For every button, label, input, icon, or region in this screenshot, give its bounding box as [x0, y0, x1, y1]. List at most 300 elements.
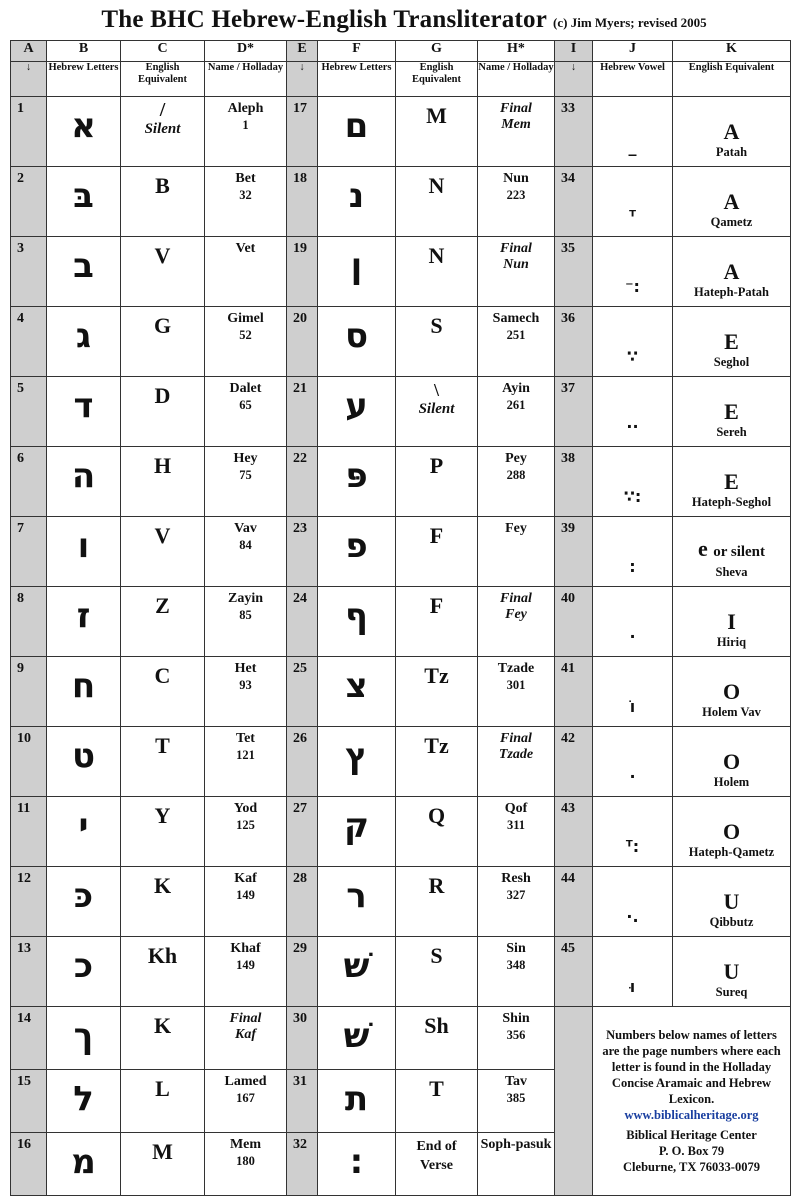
english-equivalent [121, 97, 205, 167]
english-equivalent: Q [396, 797, 478, 867]
row-number: 27 [287, 797, 318, 867]
letter-name-text: Vet [235, 241, 256, 256]
table-row [11, 97, 791, 167]
hebrew-vowel: ᵀ [593, 167, 673, 237]
letter-name-text: Het [234, 661, 257, 676]
vowel-english-equivalent [673, 377, 791, 447]
hebrew-letter: י [47, 797, 121, 867]
hebrew-letter: ב [47, 237, 121, 307]
table-row [11, 797, 791, 867]
letter-name [478, 1133, 555, 1196]
row-number: 6 [11, 447, 47, 517]
page-title: The BHC Hebrew-English Transliterator [101, 6, 548, 33]
row-number: 3 [11, 237, 47, 307]
letter-name [478, 167, 555, 237]
letter-name-text: Samech [492, 311, 540, 326]
english-equivalent [396, 377, 478, 447]
letter-name-text: Soph-pasuk [480, 1137, 552, 1152]
letter-name [205, 237, 287, 307]
credit-line: (c) Jim Myers; revised 2005 [553, 15, 707, 30]
vowel-letter: A [723, 119, 740, 144]
vowel-name: Holem Vav [702, 705, 761, 719]
row-number: 24 [287, 587, 318, 657]
holladay-page: 1 [242, 118, 249, 132]
row-number: 7 [11, 517, 47, 587]
letter-name-text: Final [500, 731, 532, 746]
vowel-letter: O [722, 749, 741, 774]
english-equivalent: Tz [396, 657, 478, 727]
holladay-page: 356 [506, 1028, 526, 1042]
vowel-name: Sheva [715, 565, 748, 579]
letter-name [478, 307, 555, 377]
holladay-page: 125 [236, 818, 255, 832]
hebrew-letter: כּ [47, 867, 121, 937]
silent-label: Silent [144, 121, 181, 137]
table-row [11, 657, 791, 727]
col-header-a: A [11, 41, 47, 62]
col-header-i: I [555, 41, 593, 62]
vowel-name: Sereh [716, 425, 747, 439]
row-number: 26 [287, 727, 318, 797]
row-number: 2 [11, 167, 47, 237]
row-number: 15 [11, 1070, 47, 1133]
hebrew-letter: ל [47, 1070, 121, 1133]
row-number: 18 [287, 167, 318, 237]
english-equivalent: H [121, 447, 205, 517]
vowel-name: Hateph-Seghol [691, 495, 772, 509]
vowel-english-equivalent [673, 307, 791, 377]
hebrew-letter: ז [47, 587, 121, 657]
hebrew-letter: שׁ [318, 937, 396, 1007]
letter-name [205, 587, 287, 657]
vowel-name: Seghol [713, 355, 750, 369]
hebrew-letter: ג [47, 307, 121, 377]
hebrew-letter: כ [47, 937, 121, 1007]
info-note: Numbers below names of letters are the page numbers where each letter is found in the Holladay Concise Aramaic and Hebrew Lexicon. [602, 1028, 781, 1106]
vowel-english-equivalent [673, 727, 791, 797]
holladay-page: Tzade [498, 747, 534, 762]
holladay-page: 121 [236, 748, 255, 762]
vowel-name: Hateph-Qametz [688, 845, 775, 859]
letter-name-text: Final [500, 101, 532, 116]
letter-name-text: Tet [236, 731, 255, 746]
row-number: 17 [287, 97, 318, 167]
hebrew-letter: א [47, 97, 121, 167]
vowel-english-equivalent [673, 867, 791, 937]
english-equivalent: T [396, 1070, 478, 1133]
col-header-k: K [673, 41, 791, 62]
letter-name [478, 587, 555, 657]
letter-name-text: Gimel [227, 311, 264, 326]
hebrew-vowel: וֹ [593, 657, 673, 727]
hebrew-letter: ק [318, 797, 396, 867]
holladay-page: 52 [239, 328, 252, 342]
hebrew-vowel: ∵ [593, 307, 673, 377]
letter-name-text: Kaf [234, 871, 257, 886]
col-header-f: F [318, 41, 396, 62]
letter-name [478, 447, 555, 517]
arrow-down-icon: ↓ [555, 62, 593, 97]
letter-name [205, 797, 287, 867]
name-holladay-header: Name / Holladay [478, 62, 555, 97]
letter-name [205, 167, 287, 237]
row-number: 19 [287, 237, 318, 307]
row-number: 16 [11, 1133, 47, 1196]
english-equivalent: K [121, 1007, 205, 1070]
row-number: 35 [555, 237, 593, 307]
letter-name [205, 517, 287, 587]
hebrew-letter: ד [47, 377, 121, 447]
english-equivalent [396, 1133, 478, 1196]
letter-name [478, 797, 555, 867]
letter-name-text: Dalet [229, 381, 262, 396]
row-number: 37 [555, 377, 593, 447]
letter-name-text: Mem [229, 1137, 262, 1152]
vowel-english-equivalent [673, 937, 791, 1007]
vowel-english-equivalent [673, 657, 791, 727]
letter-name-text: Final [500, 241, 532, 256]
letter-name-text: Pey [505, 451, 527, 466]
holladay-page: 167 [236, 1091, 255, 1105]
hebrew-vowel-header: Hebrew Vowel [593, 62, 673, 97]
vowel-letter: A [723, 189, 740, 214]
english-equivalent: F [396, 517, 478, 587]
hebrew-letters-header: Hebrew Letters [318, 62, 396, 97]
arrow-down-icon: ↓ [11, 62, 47, 97]
row-number: 5 [11, 377, 47, 447]
english-equivalent-line1: \ [433, 380, 439, 400]
row-number: 45 [555, 937, 593, 1007]
letter-name [205, 447, 287, 517]
table-row [11, 727, 791, 797]
row-number: 20 [287, 307, 318, 377]
row-number: 42 [555, 727, 593, 797]
letter-name [205, 1070, 287, 1133]
row-number: 9 [11, 657, 47, 727]
row-number: 12 [11, 867, 47, 937]
arrow-down-icon: ↓ [287, 62, 318, 97]
letter-name [205, 727, 287, 797]
holladay-page: 348 [506, 958, 526, 972]
col-header-b: B [47, 41, 121, 62]
col-header-e: E [287, 41, 318, 62]
letter-name [478, 237, 555, 307]
english-equivalent: V [121, 237, 205, 307]
vowel-english-equivalent [673, 447, 791, 517]
row-number: 11 [11, 797, 47, 867]
col-header-d: D* [205, 41, 287, 62]
english-equivalent: M [396, 97, 478, 167]
letter-name-text: Vav [234, 521, 257, 536]
row-number: 39 [555, 517, 593, 587]
vowel-name: Sureq [715, 985, 748, 999]
org-name: Biblical Heritage Center [626, 1128, 757, 1142]
vowel-name: Hateph-Patah [694, 285, 769, 299]
english-equivalent: Kh [121, 937, 205, 1007]
letter-name [478, 517, 555, 587]
hebrew-letter: ׃ [318, 1133, 396, 1196]
transliterator-table [10, 40, 791, 1196]
letter-name-text: Yod [233, 801, 258, 816]
vowel-name: Holem [713, 775, 750, 789]
hebrew-letter: ט [47, 727, 121, 797]
table-row [11, 377, 791, 447]
row-number: 34 [555, 167, 593, 237]
hebrew-letter: צ [318, 657, 396, 727]
website-link[interactable]: www.biblicalheritage.org [624, 1108, 759, 1122]
row-number: 1 [11, 97, 47, 167]
hebrew-letter: ץ [318, 727, 396, 797]
po-box: P. O. Box 79 [658, 1144, 725, 1158]
table-row [11, 937, 791, 1007]
column-title-row [11, 62, 791, 97]
hebrew-letter: ף [318, 587, 396, 657]
letter-name-text: Lamed [224, 1074, 267, 1089]
vowel-letter-text: e [697, 536, 708, 561]
letter-name-text: Tzade [497, 661, 535, 676]
english-equivalent: N [396, 167, 478, 237]
table-row [11, 517, 791, 587]
row-number: 25 [287, 657, 318, 727]
hebrew-letter: ן [318, 237, 396, 307]
table-row [11, 587, 791, 657]
hebrew-letter: ר [318, 867, 396, 937]
english-equivalent: M [121, 1133, 205, 1196]
hebrew-letter: ע [318, 377, 396, 447]
table-row [11, 867, 791, 937]
holladay-page: 261 [506, 398, 526, 412]
letter-name [205, 307, 287, 377]
hebrew-vowel: ∵: [593, 447, 673, 517]
vowel-english-equivalent [673, 167, 791, 237]
letter-name-text: Fey [505, 521, 527, 536]
holladay-page: 311 [506, 818, 526, 832]
vowel-letter: A [723, 259, 740, 284]
table-row [11, 167, 791, 237]
english-equivalent-line1: End of [416, 1139, 457, 1154]
col-header-g: G [396, 41, 478, 62]
letter-name [205, 867, 287, 937]
row-number: 41 [555, 657, 593, 727]
hebrew-letter: פ [318, 517, 396, 587]
holladay-page: 85 [239, 608, 252, 622]
english-equivalent: K [121, 867, 205, 937]
hebrew-vowel: ·. [593, 867, 673, 937]
english-equivalent: V [121, 517, 205, 587]
row-number: 28 [287, 867, 318, 937]
holladay-page: Mem [501, 117, 531, 132]
english-equivalent: D [121, 377, 205, 447]
english-equivalent: Y [121, 797, 205, 867]
row-number: 29 [287, 937, 318, 1007]
name-holladay-header: Name / Holladay [205, 62, 287, 97]
letter-name-text: Resh [501, 871, 531, 886]
letter-name-text: Bet [235, 171, 256, 186]
holladay-page: 32 [239, 188, 252, 202]
info-panel [593, 1007, 791, 1196]
english-equivalent: F [396, 587, 478, 657]
hebrew-letter: ת [318, 1070, 396, 1133]
row-number: 23 [287, 517, 318, 587]
letter-name [205, 657, 287, 727]
vowel-name: Qametz [710, 215, 753, 229]
row-number: 38 [555, 447, 593, 517]
col-header-j: J [593, 41, 673, 62]
letter-name [205, 377, 287, 447]
letter-name [205, 937, 287, 1007]
vowel-letter: E [724, 329, 739, 354]
vowel-letter: I [727, 609, 736, 634]
row-number: 14 [11, 1007, 47, 1070]
hebrew-letter: ם [318, 97, 396, 167]
row-number: 44 [555, 867, 593, 937]
letter-name [478, 377, 555, 447]
english-equivalent-header: English Equivalent [396, 62, 478, 97]
english-equivalent-line2: Verse [420, 1158, 453, 1173]
holladay-page: 327 [506, 888, 526, 902]
letter-name-text: Aleph [227, 101, 264, 116]
english-equivalent: L [121, 1070, 205, 1133]
letter-name-text: Hey [233, 451, 258, 466]
col-header-h: H* [478, 41, 555, 62]
holladay-page: 75 [239, 468, 252, 482]
table-row [11, 237, 791, 307]
letter-name [205, 1007, 287, 1070]
hebrew-letter: ו [47, 517, 121, 587]
vowel-english-equivalent [673, 587, 791, 657]
english-equivalent-header: English Equivalent [673, 62, 791, 97]
english-equivalent: Tz [396, 727, 478, 797]
hebrew-vowel: ᵀ: [593, 797, 673, 867]
hebrew-vowel: · [593, 587, 673, 657]
vowel-letter: E [724, 469, 739, 494]
letter-name [205, 1133, 287, 1196]
letter-name [478, 867, 555, 937]
empty-number-cell [555, 1007, 593, 1196]
vowel-or-silent: or silent [713, 544, 766, 560]
row-number: 43 [555, 797, 593, 867]
row-number: 31 [287, 1070, 318, 1133]
row-number: 30 [287, 1007, 318, 1070]
english-equivalent: S [396, 307, 478, 377]
vowel-english-equivalent [673, 797, 791, 867]
letter-name-text: Sin [506, 941, 526, 956]
holladay-page: Kaf [235, 1027, 256, 1042]
row-number: 32 [287, 1133, 318, 1196]
hebrew-letter: ח [47, 657, 121, 727]
letter-name-text: Nun [503, 171, 529, 186]
holladay-page: Nun [503, 257, 529, 272]
row-number: 36 [555, 307, 593, 377]
vowel-letter: U [723, 889, 740, 914]
hebrew-letter: פּ [318, 447, 396, 517]
english-equivalent: Z [121, 587, 205, 657]
english-equivalent: P [396, 447, 478, 517]
holladay-page: 288 [506, 468, 526, 482]
english-equivalent: R [396, 867, 478, 937]
hebrew-letter: בּ [47, 167, 121, 237]
english-equivalent: C [121, 657, 205, 727]
vowel-letter: E [724, 399, 739, 424]
holladay-page: 251 [506, 328, 526, 342]
hebrew-letter: שׁ [318, 1007, 396, 1070]
english-equivalent: Sh [396, 1007, 478, 1070]
english-equivalent: B [121, 167, 205, 237]
letter-name [478, 937, 555, 1007]
hebrew-letter: מ [47, 1133, 121, 1196]
row-number: 10 [11, 727, 47, 797]
vowel-english-equivalent [673, 97, 791, 167]
hebrew-vowel: : [593, 517, 673, 587]
holladay-page: Fey [505, 607, 527, 622]
hebrew-vowel: וּ [593, 937, 673, 1007]
hebrew-letter: ה [47, 447, 121, 517]
english-equivalent: T [121, 727, 205, 797]
vowel-english-equivalent [673, 517, 791, 587]
holladay-page: 149 [236, 888, 255, 902]
letter-name-text: Shin [502, 1011, 530, 1026]
holladay-page: 385 [506, 1091, 526, 1105]
holladay-page: 84 [239, 538, 252, 552]
letter-name-text: Khaf [230, 941, 261, 956]
hebrew-letter: ס [318, 307, 396, 377]
english-equivalent: N [396, 237, 478, 307]
english-equivalent: S [396, 937, 478, 1007]
vowel-name: Qibbutz [709, 915, 754, 929]
hebrew-vowel: _ [593, 97, 673, 167]
col-header-c: C [121, 41, 205, 62]
table-row [11, 307, 791, 377]
letter-name-text: Tav [504, 1074, 528, 1089]
vowel-letter: U [723, 959, 740, 984]
letter-name [478, 727, 555, 797]
letter-name-text: Qof [504, 801, 528, 816]
vowel-letter [673, 536, 790, 565]
vowel-letter: O [722, 679, 741, 704]
letter-name [478, 1007, 555, 1070]
hebrew-vowel: ·· [593, 377, 673, 447]
english-equivalent-header: English Equivalent [121, 62, 205, 97]
english-equivalent: G [121, 307, 205, 377]
hebrew-vowel: ⁻: [593, 237, 673, 307]
row-number: 21 [287, 377, 318, 447]
row-number: 33 [555, 97, 593, 167]
table-row [11, 447, 791, 517]
hebrew-letters-header: Hebrew Letters [47, 62, 121, 97]
letter-name-text: Final [500, 591, 532, 606]
row-number: 22 [287, 447, 318, 517]
header [0, 6, 808, 36]
hebrew-letter: נ [318, 167, 396, 237]
row-number: 8 [11, 587, 47, 657]
hebrew-vowel: · [593, 727, 673, 797]
vowel-name: Patah [715, 145, 748, 159]
letter-name [478, 657, 555, 727]
letter-name [478, 97, 555, 167]
holladay-page: 301 [506, 678, 526, 692]
hebrew-letter: ך [47, 1007, 121, 1070]
row-number: 40 [555, 587, 593, 657]
vowel-english-equivalent [673, 237, 791, 307]
slash-mark: / [159, 99, 166, 121]
vowel-letter: O [722, 819, 741, 844]
letter-name-text: Final [229, 1011, 262, 1026]
letter-name [478, 1070, 555, 1133]
holladay-page: 180 [236, 1154, 255, 1168]
letter-name-text: Ayin [502, 381, 530, 396]
table-row [11, 1007, 791, 1070]
holladay-page: 65 [239, 398, 252, 412]
